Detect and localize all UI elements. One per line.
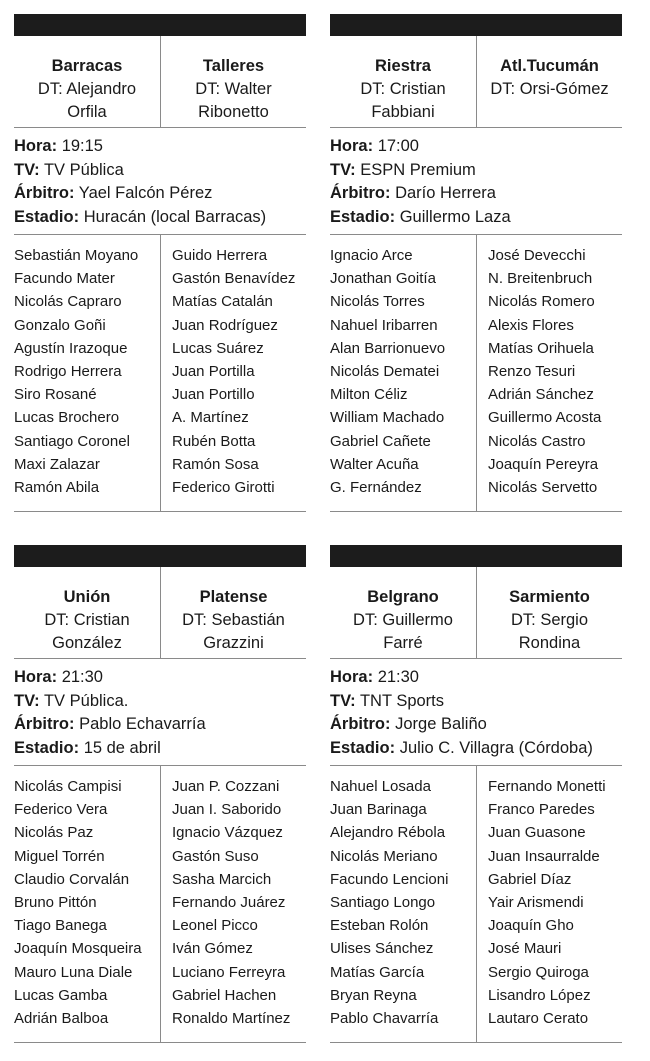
teams-row (14, 36, 306, 128)
player-name: Joaquín Mosqueira (14, 940, 142, 958)
player-name: Gabriel Cañete (330, 432, 431, 450)
player-name: Gonzalo Goñi (14, 316, 106, 334)
player-name: Juan I. Saborido (172, 801, 282, 819)
player-name: Matías Catalán (172, 293, 273, 311)
match-referee (14, 182, 306, 206)
player-name: Sasha Marcich (172, 870, 272, 888)
match-stadium-value: 15 de abril (83, 738, 161, 757)
player-name: Ronaldo Martínez (172, 1010, 291, 1028)
player-name: Juan Portillo (172, 386, 255, 404)
player-name: Nicolás Servetto (488, 479, 598, 497)
match-tv-value: TV Pública. (43, 691, 129, 710)
match-tv-value: TV Pública (43, 160, 124, 179)
player-name: Joaquín Gho (488, 917, 574, 935)
match-tv (330, 690, 622, 714)
match-header-bar (330, 14, 622, 36)
away-team-name: Atl.Tucumán (500, 57, 599, 75)
match-tv-label: TV: (330, 691, 356, 710)
player-name: Bryan Reyna (330, 986, 417, 1004)
player-name: Mauro Luna Diale (14, 963, 133, 981)
teams-row (330, 36, 622, 128)
home-team-name: Barracas (51, 57, 123, 75)
away-team-name: Platense (199, 588, 268, 606)
player-name: Guillermo Acosta (488, 409, 602, 427)
player-name: Fernando Monetti (488, 778, 606, 795)
match-time-label: Hora: (14, 137, 58, 155)
player-name: Iván Gómez (172, 940, 253, 958)
player-name: Facundo Mater (14, 270, 115, 288)
player-name: Santiago Coronel (14, 432, 130, 450)
home-team-coach: DT: Alejandro Orfila (37, 80, 137, 121)
player-name: Milton Céliz (330, 386, 408, 404)
home-team-name: Unión (63, 588, 111, 606)
player-name: Federico Vera (14, 801, 108, 819)
player-name: Nicolás Capraro (14, 293, 122, 311)
match-card (14, 545, 306, 1043)
player-name: Adrián Sánchez (488, 386, 594, 404)
player-name: Esteban Rolón (330, 917, 429, 935)
away-team-coach: DT: Orsi-Gómez (490, 80, 609, 98)
player-name: Agustín Irazoque (14, 339, 128, 357)
match-time (330, 135, 622, 159)
match-time-value: 21:30 (61, 668, 103, 686)
player-name: Lucas Brochero (14, 409, 120, 427)
home-team-coach: DT: Cristian Fabbiani (360, 80, 446, 121)
player-name: Renzo Tesuri (488, 363, 576, 381)
match-stadium-value: Guillermo Laza (399, 207, 511, 226)
match-card (330, 14, 622, 512)
player-name: José Devecchi (488, 247, 586, 264)
match-tv (14, 690, 306, 714)
player-name: Gabriel Hachen (172, 986, 277, 1004)
match-referee (330, 182, 622, 206)
player-name: Nicolás Castro (488, 432, 586, 450)
match-referee-value: Yael Falcón Pérez (78, 184, 213, 202)
player-name: Walter Acuña (330, 455, 419, 473)
home-team (14, 36, 160, 127)
match-referee-label: Árbitro: (14, 184, 75, 202)
home-team (330, 36, 476, 127)
player-name: Nicolás Paz (14, 824, 94, 842)
teams-row (14, 567, 306, 659)
home-team-name: Riestra (375, 57, 431, 75)
player-name: Fernando Juárez (172, 894, 286, 912)
match-referee (14, 713, 306, 737)
away-team-coach: DT: Sebastián Grazzini (182, 611, 285, 652)
match-tv-label: TV: (330, 160, 356, 179)
match-referee-label: Árbitro: (14, 715, 75, 733)
match-referee-label: Árbitro: (330, 715, 391, 733)
match-tv (14, 159, 306, 183)
match-info (14, 659, 306, 766)
player-name: Joaquín Pereyra (488, 455, 599, 473)
player-name: Juan Insaurralde (488, 847, 600, 865)
player-name: Juan Rodríguez (172, 316, 278, 334)
player-name: Nicolás Romero (488, 293, 595, 311)
away-team (476, 36, 622, 127)
match-time-label: Hora: (330, 137, 374, 155)
player-name: Federico Girotti (172, 479, 275, 497)
match-stadium (14, 737, 306, 761)
player-name: Ulises Sánchez (330, 940, 434, 958)
lineups (330, 766, 622, 1043)
match-time-value: 21:30 (377, 668, 419, 686)
match-tv-label: TV: (14, 160, 40, 179)
player-name: Maxi Zalazar (14, 455, 100, 473)
player-name: Guido Herrera (172, 247, 268, 264)
home-lineup (14, 766, 160, 1042)
player-name: Nicolás Meriano (330, 847, 438, 865)
away-lineup (476, 235, 622, 511)
player-name: Rodrigo Herrera (14, 363, 122, 381)
player-name: Gastón Benavídez (172, 270, 296, 288)
away-lineup (160, 235, 306, 511)
player-name: Facundo Lencioni (330, 870, 449, 888)
match-card (14, 14, 306, 512)
player-name: Gabriel Díaz (488, 870, 572, 888)
home-team-name: Belgrano (367, 588, 439, 606)
home-team (330, 567, 476, 658)
player-name: Juan Barinaga (330, 801, 427, 819)
match-referee-value: Darío Herrera (395, 184, 496, 202)
match-info (330, 128, 622, 235)
match-time (14, 666, 306, 690)
teams-row (330, 567, 622, 659)
player-name: Lautaro Cerato (488, 1010, 589, 1028)
match-stadium (330, 737, 622, 761)
match-tv-value: ESPN Premium (360, 160, 476, 179)
player-name: Nicolás Campisi (14, 778, 122, 795)
match-referee-label: Árbitro: (330, 184, 391, 202)
player-name: Juan P. Cozzani (172, 778, 280, 795)
match-stadium-label: Estadio: (330, 738, 396, 757)
player-name: Franco Paredes (488, 801, 595, 819)
match-tv (330, 159, 622, 183)
match-tv-label: TV: (14, 691, 40, 710)
player-name: Santiago Longo (330, 894, 436, 912)
player-name: Lucas Gamba (14, 986, 108, 1004)
player-name: Ignacio Vázquez (172, 824, 283, 842)
player-name: Nicolás Torres (330, 293, 425, 311)
match-stadium-value: Huracán (local Barracas) (83, 207, 267, 226)
match-info (330, 659, 622, 766)
player-name: Alejandro Rébola (330, 824, 446, 842)
player-name: Lisandro López (488, 986, 591, 1004)
player-name: Adrián Balboa (14, 1010, 109, 1028)
player-name: Alan Barrionuevo (330, 339, 446, 357)
match-stadium-label: Estadio: (14, 207, 80, 226)
away-lineup (160, 766, 306, 1042)
player-name: Bruno Pittón (14, 894, 97, 912)
match-time (330, 666, 622, 690)
player-name: William Machado (330, 409, 445, 427)
player-name: Yair Arismendi (488, 894, 584, 912)
match-time-value: 17:00 (377, 137, 419, 155)
lineups (14, 766, 306, 1043)
player-name: Ramón Abila (14, 479, 100, 497)
match-stadium (330, 206, 622, 230)
player-name: Sebastián Moyano (14, 247, 139, 264)
player-name: Nahuel Losada (330, 778, 431, 795)
away-team-name: Sarmiento (509, 588, 590, 606)
player-name: Jonathan Goitía (330, 270, 436, 288)
match-stadium (14, 206, 306, 230)
match-referee (330, 713, 622, 737)
match-referee-value: Pablo Echavarría (79, 715, 206, 733)
away-team-coach: DT: Sergio Rondina (510, 611, 589, 652)
away-team (160, 36, 306, 127)
match-time-label: Hora: (14, 668, 58, 686)
match-time-value: 19:15 (61, 137, 103, 155)
lineups (330, 235, 622, 512)
player-name: Miguel Torrén (14, 847, 105, 865)
away-lineup (476, 766, 622, 1042)
player-name: Rubén Botta (172, 432, 256, 450)
match-stadium-label: Estadio: (14, 738, 80, 757)
player-name: Luciano Ferreyra (172, 963, 286, 981)
match-stadium-value: Julio C. Villagra (Córdoba) (399, 738, 593, 757)
home-team (14, 567, 160, 658)
home-team-coach: DT: Cristian González (44, 611, 130, 652)
home-lineup (330, 766, 476, 1042)
match-header-bar (330, 545, 622, 567)
player-name: Leonel Picco (172, 917, 258, 935)
match-info (14, 128, 306, 235)
player-name: Ignacio Arce (330, 247, 413, 264)
match-header-bar (14, 14, 306, 36)
player-name: Alexis Flores (488, 316, 574, 334)
match-time (14, 135, 306, 159)
player-name: Pablo Chavarría (330, 1010, 439, 1028)
player-name: José Mauri (488, 940, 562, 958)
player-name: Sergio Quiroga (488, 963, 589, 981)
lineups (14, 235, 306, 512)
player-name: Siro Rosané (14, 386, 97, 404)
match-referee-value: Jorge Baliño (395, 715, 487, 733)
player-name: Nahuel Iribarren (330, 316, 438, 334)
away-team-name: Talleres (202, 57, 265, 75)
home-lineup (330, 235, 476, 511)
player-name: A. Martínez (172, 409, 249, 427)
away-team-coach: DT: Walter Ribonetto (195, 80, 272, 121)
player-name: Matías García (330, 963, 425, 981)
player-name: Claudio Corvalán (14, 870, 130, 888)
player-name: N. Breitenbruch (488, 270, 593, 288)
match-stadium-label: Estadio: (330, 207, 396, 226)
away-team (160, 567, 306, 658)
player-name: Gastón Suso (172, 847, 259, 865)
player-name: Juan Portilla (172, 363, 255, 381)
player-name: Matías Orihuela (488, 339, 594, 357)
home-lineup (14, 235, 160, 511)
match-time-label: Hora: (330, 668, 374, 686)
player-name: G. Fernández (330, 479, 422, 497)
match-tv-value: TNT Sports (359, 691, 445, 710)
home-team-coach: DT: Guillermo Farré (353, 611, 453, 652)
player-name: Tiago Banega (14, 917, 107, 935)
player-name: Juan Guasone (488, 824, 586, 842)
player-name: Nicolás Dematei (330, 363, 440, 381)
player-name: Ramón Sosa (172, 455, 259, 473)
away-team (476, 567, 622, 658)
match-header-bar (14, 545, 306, 567)
match-card (330, 545, 622, 1043)
player-name: Lucas Suárez (172, 339, 264, 357)
